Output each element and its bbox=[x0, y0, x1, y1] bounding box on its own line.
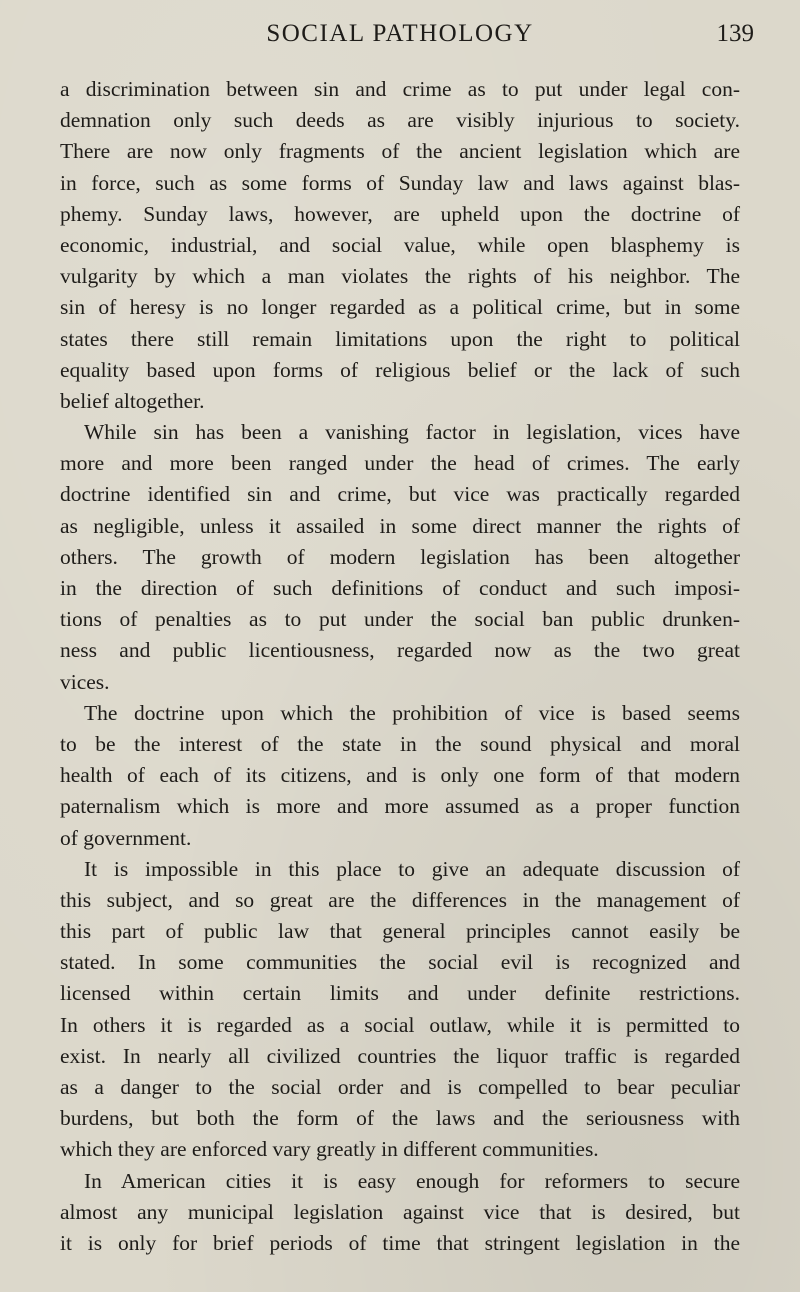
text-line: doctrine identified sin and crime, but vice was practically regarded bbox=[60, 482, 740, 507]
text-line: as negligible, unless it assailed in some direct manner the rights of bbox=[60, 513, 740, 538]
text-line: as a danger to the social order and is compelled to bear peculiar bbox=[60, 1075, 740, 1099]
page-number: 139 bbox=[716, 20, 754, 47]
text-line: in force, such as some forms of Sunday law and laws against blas- bbox=[60, 170, 740, 195]
text-line: economic, industrial, and social value, while open blasphemy is bbox=[60, 232, 740, 257]
text-line: belief altogether. bbox=[60, 388, 205, 413]
text-line: licensed within certain limits and under definite restrictions. bbox=[60, 981, 740, 1006]
running-head-title: SOCIAL PATHOLOGY bbox=[266, 20, 534, 47]
running-head bbox=[0, 14, 800, 54]
text-line: demnation only such deeds as are visibly injurious to society. bbox=[60, 108, 740, 133]
text-line: vulgarity by which a man violates the rights of his neighbor. The bbox=[60, 264, 740, 289]
text-line: almost any municipal legislation against vice that is desired, but bbox=[60, 1199, 740, 1224]
text-line: health of each of its citizens, and is only one form of that modern bbox=[60, 763, 740, 788]
text-line: exist. In nearly all civilized countries the liquor traffic is regarded bbox=[60, 1043, 740, 1068]
text-line: sin of heresy is no longer regarded as a political crime, but in some bbox=[60, 295, 740, 320]
text-line: phemy. Sunday laws, however, are upheld upon the doctrine of bbox=[60, 201, 740, 226]
text-line: ness and public licentiousness, regarded now as the two great bbox=[60, 638, 740, 663]
text-line: In others it is regarded as a social outlaw, while it is permitted to bbox=[60, 1012, 740, 1037]
text-line: tions of penalties as to put under the social ban public drunken- bbox=[60, 607, 740, 632]
text-line: burdens, but both the form of the laws and the seriousness with bbox=[60, 1106, 740, 1131]
text-line: It is impossible in this place to give an adequate discussion of bbox=[84, 856, 740, 881]
text-line: While sin has been a vanishing factor in legislation, vices have bbox=[84, 420, 740, 445]
text-line: In American cities it is easy enough for reformers to secure bbox=[84, 1168, 740, 1193]
text-line: more and more been ranged under the head of crimes. The early bbox=[60, 451, 740, 476]
text-line: states there still remain limitations upon the right to political bbox=[60, 326, 740, 351]
text-line: equality based upon forms of religious belief or the lack of such bbox=[60, 357, 740, 382]
text-line: stated. In some communities the social evil is recognized and bbox=[60, 950, 740, 975]
text-line: There are now only fragments of the ancient legislation which are bbox=[60, 139, 740, 164]
text-line: which they are enforced vary greatly in different communities. bbox=[60, 1137, 599, 1162]
text-line: others. The growth of modern legislation has been altogether bbox=[60, 544, 740, 569]
text-line: this part of public law that general principles cannot easily be bbox=[60, 919, 740, 944]
text-line: in the direction of such definitions of conduct and such imposi- bbox=[60, 576, 740, 600]
body-text bbox=[60, 74, 740, 1259]
text-line: a discrimination between sin and crime as to put under legal con- bbox=[60, 77, 740, 101]
text-line: to be the interest of the state in the sound physical and moral bbox=[60, 731, 740, 756]
text-line: of government. bbox=[60, 825, 192, 850]
text-line: The doctrine upon which the prohibition of vice is based seems bbox=[84, 700, 740, 725]
text-line: paternalism which is more and more assumed as a proper function bbox=[60, 794, 740, 819]
text-line: this subject, and so great are the differences in the management of bbox=[60, 887, 740, 912]
text-line: vices. bbox=[60, 669, 110, 694]
text-line: it is only for brief periods of time that stringent legislation in the bbox=[60, 1230, 740, 1255]
